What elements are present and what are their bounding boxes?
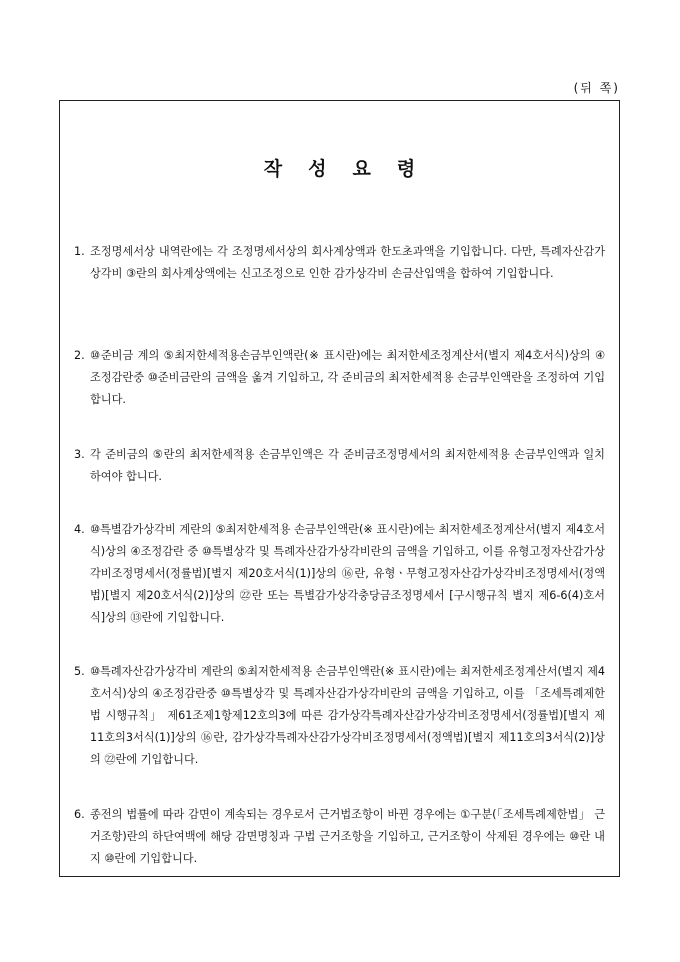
instruction-item-3 <box>74 444 605 488</box>
item-text: 조정명세서상 내역란에는 각 조정명세서상의 회사계상액과 한도초과액을 기입합니다. 다만, 특례자산감가상각비 ③란의 회사계상액에는 신고조정으로 인한 감가상각비 손금산입액을 합하여 기입합니다. <box>90 245 605 280</box>
page-title: 작성요령 <box>263 158 442 180</box>
item-number: 3. <box>74 448 85 461</box>
instruction-item-6 <box>74 804 605 870</box>
item-number: 1. <box>74 245 85 258</box>
item-text: ⑩특별감가상각비 계란의 ⑤최저한세적용 손금부인액란(※ 표시란)에는 최저한세조정계산서(별지 제4호서식)상의 ④조정감란 중 ⑩특별상각 및 특례자산감가상각비란의 금액을 기입하고, 이를 유형고정자산감가상각비조정명세서(정률법)[별지 제20호서식(1)]상의 ⑯란, 유형ㆍ무형고정자산감가상각비조정명세서(정액법)[별지 제20호서식(2)]상의 ㉒란 또는 특별감가상각충당금조정명세서 [구시행규칙 별지 제6-6(4)호서식]상의 ⑬란에 기입합니다. <box>90 523 605 624</box>
instruction-item-1 <box>74 241 605 285</box>
item-text: ⑩준비금 계의 ⑤최저한세적용손금부인액란(※ 표시란)에는 최저한세조정계산서(별지 제4호서식)상의 ④조정감란중 ⑩준비금란의 금액을 옮겨 기입하고, 각 준비금의 최저한세적용 손금부인액란을 조정하여 기입합니다. <box>90 349 605 406</box>
item-number: 2. <box>74 349 85 362</box>
item-number: 4. <box>74 523 85 536</box>
instruction-item-5 <box>74 661 605 771</box>
instructions-frame <box>59 100 620 877</box>
item-text: ⑩특례자산감가상각비 계란의 ⑤최저한세적용 손금부인액란(※ 표시란)에는 최저한세조정계산서(별지 제4호서식)상의 ④조정감란중 ⑩특별상각 및 특례자산감가상각비란의 금액을 기입하고, 이를 「조세특례제한법 시행규칙」 제61조제1항제12호의3에 따른 감가상각특례자산감가상각비조정명세서(정률법)[별지 제11호의3서식(1)]상의 ⑯란, 감가상각특례자산감가상각비조정명세서(정액법)[별지 제11호의3서식(2)]상의 ㉒란에 기입합니다. <box>90 665 605 766</box>
item-number: 6. <box>74 808 85 821</box>
item-text: 종전의 법률에 따라 감면이 계속되는 경우로서 근거법조항이 바뀐 경우에는 ①구분(「조세특례제한법」 근거조항)란의 하단여백에 해당 감면명칭과 구법 근거조항을 기입하고, 근거조항이 삭제된 경우에는 ⑩란 내지 ⑩란에 기입합니다. <box>90 808 605 865</box>
page-side-label: (뒤 쪽) <box>573 81 620 95</box>
item-number: 5. <box>74 665 85 678</box>
instruction-item-4 <box>74 519 605 629</box>
item-text: 각 준비금의 ⑤란의 최저한세적용 손금부인액은 각 준비금조정명세서의 최저한세적용 손금부인액과 일치하여야 합니다. <box>90 448 605 483</box>
instruction-item-2 <box>74 345 605 411</box>
